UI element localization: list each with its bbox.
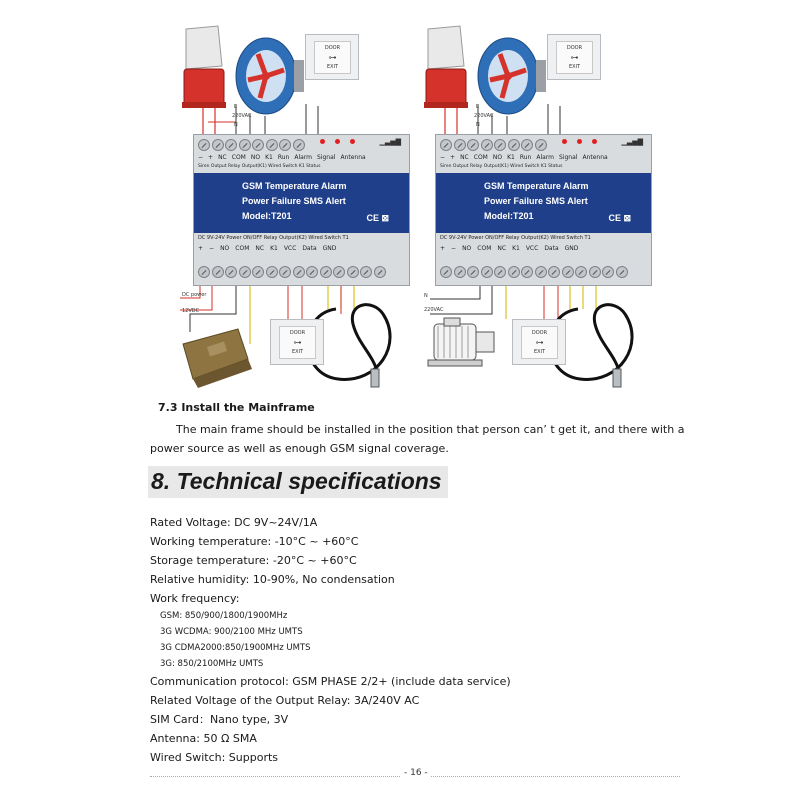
spec-item: Antenna: 50 Ω SMA	[150, 732, 257, 745]
ce-mark: CE ⊠	[608, 213, 631, 223]
status-leds	[320, 139, 355, 144]
wiring-diagram-lock	[178, 14, 428, 389]
spec-item: Wired Switch: Supports	[150, 751, 279, 764]
wire-label: 220VAC	[232, 113, 252, 119]
module-title-2: Power Failure SMS Alert	[484, 196, 588, 206]
top-terminals	[198, 139, 306, 152]
module-label-panel	[436, 173, 651, 233]
frequency-item: 3G: 850/2100MHz UMTS	[160, 659, 264, 669]
wire-label: L	[234, 104, 237, 110]
module-title-1: GSM Temperature Alarm	[484, 181, 589, 191]
bottom-terminals	[198, 266, 387, 279]
key-icon: ⊶	[328, 53, 337, 62]
spec-item: Working temperature: -10°C ~ +60°C	[150, 535, 359, 548]
wire-label: N	[424, 293, 428, 299]
wire-label: DC power	[182, 292, 207, 298]
top-terminals	[440, 139, 548, 152]
bottom-terminal-labels: + − NO COM NC K1 VCC Data GND	[198, 245, 337, 252]
door-exit-button: DOOR ⊶ EXIT	[270, 319, 324, 365]
frequency-item: 3G CDMA2000:850/1900MHz UMTS	[160, 643, 311, 653]
spec-item: Relative humidity: 10-90%, No condensation	[150, 573, 395, 586]
top-terminal-sublabels: Siren Output Relay Output(K1) Wired Switch K1 Status	[198, 164, 321, 169]
spec-item: Related Voltage of the Output Relay: 3A/240V AC	[150, 694, 420, 707]
wire-label: 12VDC	[182, 308, 200, 314]
wire-label: 220VAC	[424, 307, 444, 313]
module-model: Model:T201	[484, 211, 534, 221]
wire-label: N	[476, 122, 480, 128]
bottom-terminal-header: DC 9V-24V Power ON/OFF Relay Output(K2) Wired Switch T1	[440, 235, 591, 241]
door-exit-button: DOOR ⊶ EXIT	[547, 34, 601, 80]
module-label-panel	[194, 173, 409, 233]
siren-icon	[424, 26, 468, 108]
wire-label: L	[476, 104, 479, 110]
section-title: 7.3 Install the Mainframe	[158, 401, 315, 414]
spec-item: Storage temperature: -20°C ~ +60°C	[150, 554, 357, 567]
module-model: Model:T201	[242, 211, 292, 221]
page-number: - 16 -	[401, 768, 431, 778]
electric-lock-icon	[183, 329, 252, 388]
fan-icon	[478, 38, 546, 114]
frequency-item: GSM: 850/900/1800/1900MHz	[160, 611, 288, 621]
spec-item: SIM Card：Nano type, 3V	[150, 713, 289, 726]
ce-mark: CE ⊠	[366, 213, 389, 223]
top-terminal-labels: − + NC COM NO K1 Run Alarm Signal Antenna	[198, 154, 366, 161]
motor-icon	[428, 318, 494, 366]
signal-icon: ▁▃▅▇	[379, 138, 401, 146]
wire-label: 220VAC	[474, 113, 494, 119]
frequency-item: 3G WCDMA: 900/2100 MHz UMTS	[160, 627, 303, 637]
section-paragraph: The main frame should be installed in the position that person can’ t get it, and there with a power source as well as enough GSM signal coverage.	[150, 423, 685, 455]
wire-label: N	[234, 122, 238, 128]
bottom-terminals	[440, 266, 629, 279]
alarm-module	[193, 134, 410, 286]
key-icon: ⊶	[535, 338, 544, 347]
signal-icon: ▁▃▅▇	[621, 138, 643, 146]
alarm-module	[435, 134, 652, 286]
bottom-terminal-labels: + − NO COM NC K1 VCC Data GND	[440, 245, 579, 252]
spec-item: Work frequency:	[150, 592, 240, 605]
spec-item: Communication protocol: GSM PHASE 2/2+ (include data service)	[150, 675, 511, 688]
spec-item: Rated Voltage: DC 9V~24V/1A	[150, 516, 318, 529]
siren-icon	[182, 26, 226, 108]
fan-icon	[236, 38, 304, 114]
module-title-2: Power Failure SMS Alert	[242, 196, 346, 206]
module-title-1: GSM Temperature Alarm	[242, 181, 347, 191]
spec-heading: 8. Technical specifications	[148, 466, 448, 498]
key-icon: ⊶	[570, 53, 579, 62]
status-leds	[562, 139, 597, 144]
bottom-terminal-header: DC 9V-24V Power ON/OFF Relay Output(K2) Wired Switch T1	[198, 235, 349, 241]
top-terminal-sublabels: Siren Output Relay Output(K1) Wired Switch K1 Status	[440, 164, 563, 169]
spec-list	[150, 513, 511, 767]
key-icon: ⊶	[293, 338, 302, 347]
door-exit-button: DOOR ⊶ EXIT	[512, 319, 566, 365]
top-terminal-labels: − + NC COM NO K1 Run Alarm Signal Antenna	[440, 154, 608, 161]
door-exit-button: DOOR ⊶ EXIT	[305, 34, 359, 80]
wiring-diagram-motor	[420, 14, 670, 389]
